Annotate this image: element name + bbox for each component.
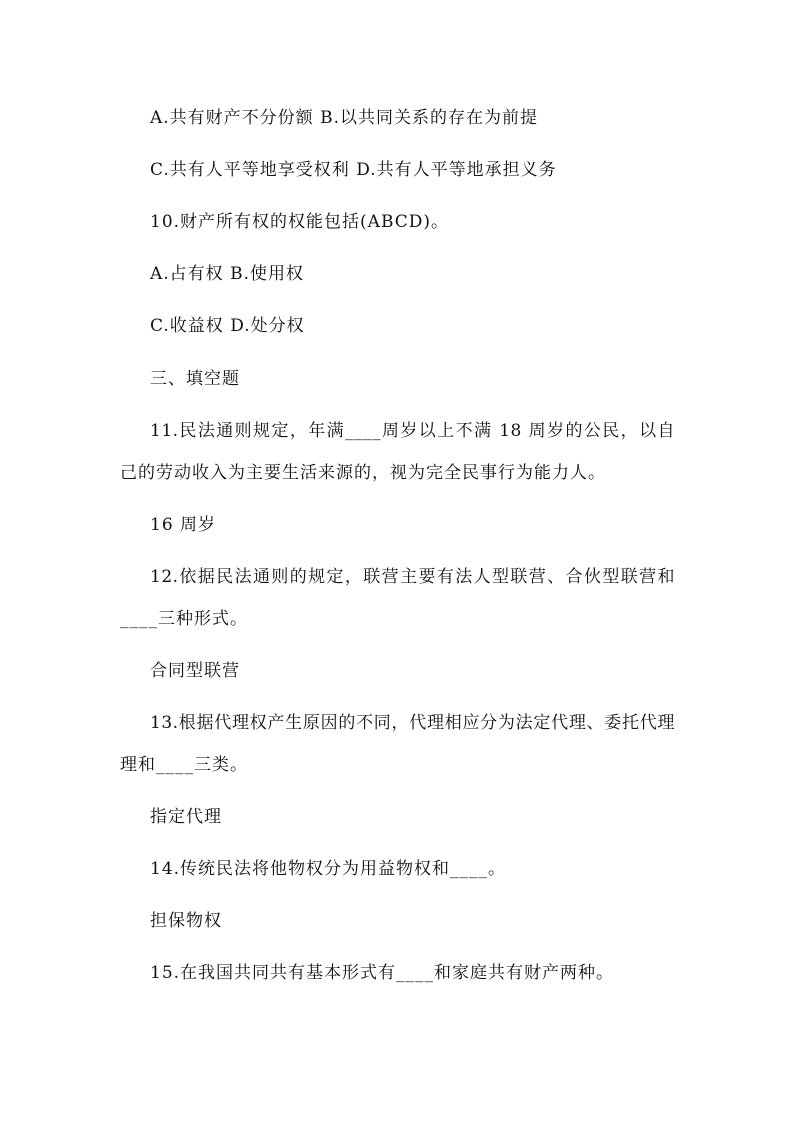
option-line-ab-q9: A.共有财产不分份额 B.以共同关系的存在为前提 (150, 108, 538, 128)
option-line-cd-q9: C.共有人平等地享受权利 D.共有人平等地承担义务 (150, 160, 557, 180)
option-line-ab-q10: A.占有权 B.使用权 (150, 264, 304, 284)
question-12-line-2: ____三种形式。 (120, 609, 248, 629)
question-11-line-1: 11.民法通则规定，年满____周岁以上不满 18 周岁的公民，以自 (150, 421, 675, 441)
question-11-line-2: 己的劳动收入为主要生活来源的，视为完全民事行为能力人。 (120, 463, 606, 483)
question-13-line-2: 理和____三类。 (120, 755, 248, 775)
question-14: 14.传统民法将他物权分为用益物权和____。 (150, 859, 507, 879)
answer-14: 担保物权 (150, 911, 222, 931)
answer-11: 16 周岁 (150, 515, 217, 535)
option-line-cd-q10: C.收益权 D.处分权 (150, 316, 305, 336)
answer-13: 指定代理 (150, 807, 222, 827)
question-13-line-1: 13.根据代理权产生原因的不同，代理相应分为法定代理、委托代理 (150, 713, 675, 733)
question-12-line-1: 12.依据民法通则的规定，联营主要有法人型联营、合伙型联营和 (150, 567, 675, 587)
question-10: 10.财产所有权的权能包括(ABCD)。 (150, 212, 450, 232)
section-heading-fill-in: 三、填空题 (150, 369, 240, 389)
answer-12: 合同型联营 (150, 661, 240, 681)
question-15: 15.在我国共同共有基本形式有____和家庭共有财产两种。 (150, 963, 615, 983)
